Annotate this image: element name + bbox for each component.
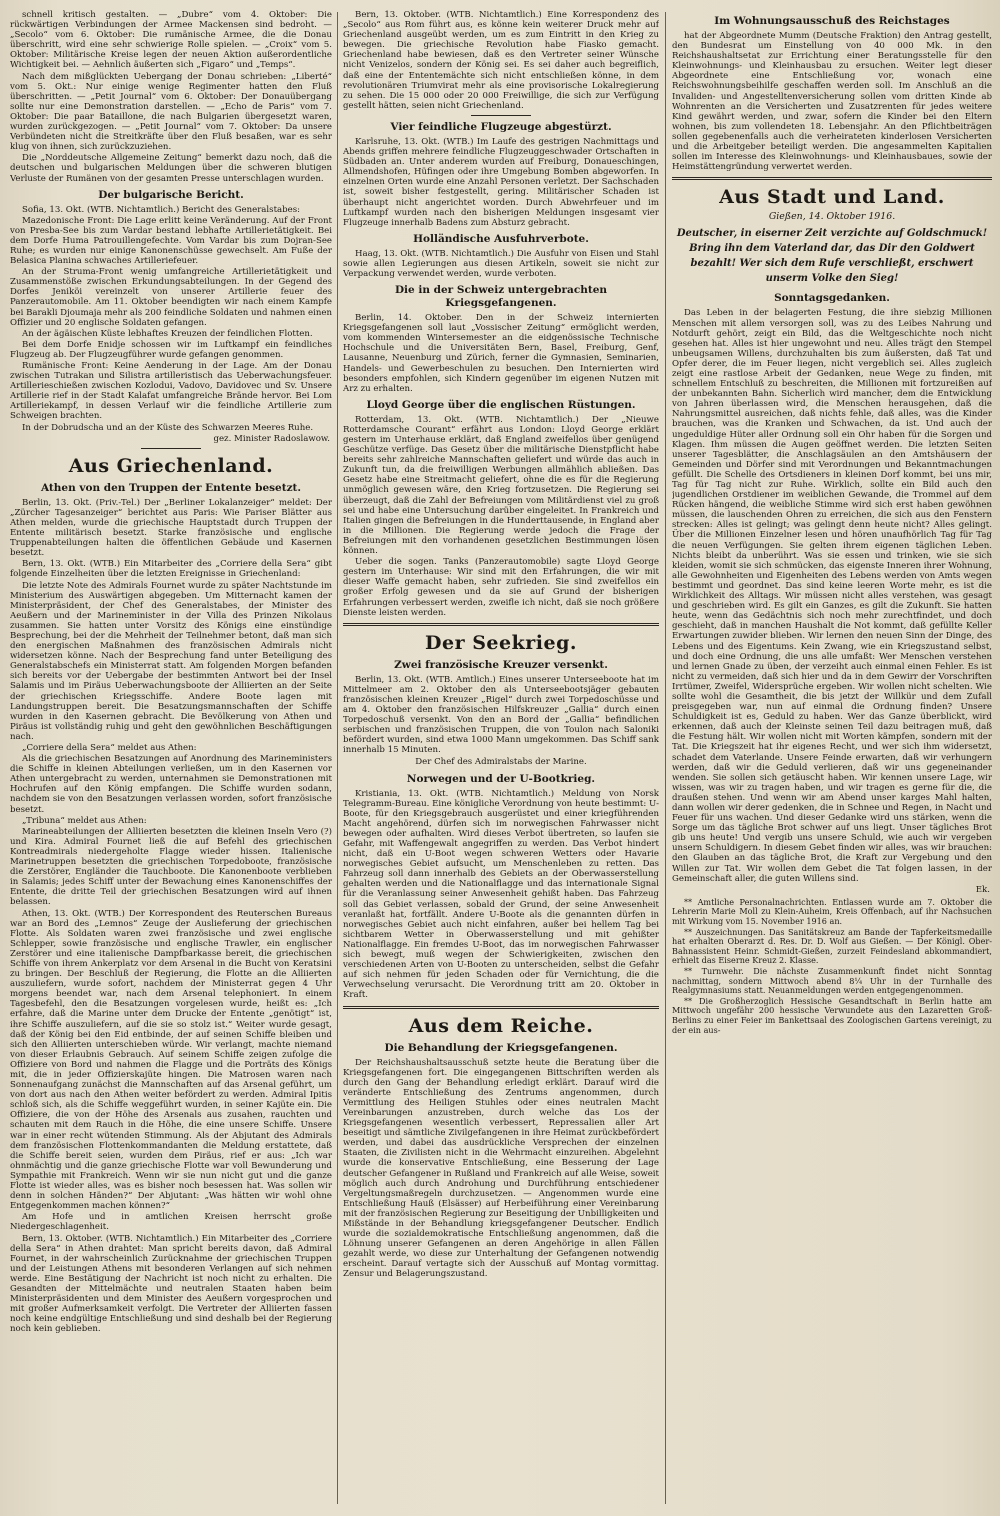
- paragraph: Als die griechischen Besatzungen auf Anordnung des Marineministers die Schiffe in kleinen Abteilungen verließen, um in den Kasernen vor Athen untergebracht zu werden, unternahmen sie Demonstrationen mit Hochrufen auf den König empfangen. Die Schiffe wurden sodann, nachdem sie von den Besatzungen verlassen worden, sofort französische besetzt.: [10, 754, 332, 815]
- paragraph: Marineabteilungen der Alliierten besetzten die kleinen Inseln Vero (?) und Kira. Admiral Fournet ließ die auf Befehl des griechischen Kontreadmirals niedergeholte Flagge wieder hissen. Italienische Marinetruppen besetzten die griechischen Torpedoboote, französische die Zerstörer, Engländer die Tauchboote. Die Kanonenboote verblieben in Salamis; jedes Schiff unter der Bewachung eines Kanonenschiffes der Entente, die dritte Teil der griechischen Besatzungen wird auf ihnen belassen.: [10, 826, 332, 908]
- paragraph: hat der Abgeordnete Mumm (Deutsche Fraktion) den Antrag gestellt, den Bundesrat um Einstellung von 40 000 Mk. in den Reichshaushaltsetat zur Errichtung einer Beratungsstelle für den Kleinwohnungs- und Kleinhausbau zu ersuchen. Weiter legt dieser Abgeordnete eine Entschließung vor, wonach eine Reichswohnungsbeihilfe geschaffen werden soll. Im Anschluß an die Invaliden- und Angestelltenversicherung sollen vom dritten Kinde ab Wohnrenten an die Versicherten und Zusatzrenten für jedes weitere Kind gewährt werden, und zwar, sofern die Kinder bei den Eltern wohnen, bis zum vollendeten 18. Lebensjahr. An den Pflichtbeiträgen sollen gegebenenfalls auch die verheirateten kinderlosen Versicherten und die Arbeitgeber beteiligt werden. Die angesammelten Kapitalien sollen im Interesse des Kleinwohnungs- und Kleinhausbaues, sowie der Heimstättengründung verwertet werden.: [672, 31, 992, 173]
- column-rule-right: [665, 12, 666, 1504]
- paragraph: Ueber die sogen. Tanks (Panzerautomobile) sagte Lloyd George gestern im Unterhause: Wir sind mit den Erfahrungen, die wir mit dieser Waffe gemacht haben, sehr zufrieden. Sie sind zweifellos ein großer Erfolg gewesen und da sie auf Grund der bisherigen Erfahrungen verbessert werden, zweifle ich nicht, daß sie noch größere Dienste leisten werden.: [343, 557, 659, 618]
- column-1: [10, 10, 332, 1510]
- paragraph: An der Struma-Front wenig umfangreiche Artillerietätigkeit und Zusammenstöße zwischen Erkundungsabteilungen. In der Gegend des Dorfes Jeniköi vereinzelt von unserer Artillerie feuer des Panzerautomobile. Am 11. Oktober beendigten wir nach einem Kampfe bei Barakli Djoumaja mehr als 200 feindliche Soldaten und nahmen einen Offizier und 20 englische Soldaten gefangen.: [10, 267, 332, 328]
- paragraph: Berlin, 14. Oktober. Den in der Schweiz internierten Kriegsgefangenen soll laut „Vossischer Zeitung“ ermöglicht werden, vom kommenden Wintersemester an die eidgenössische Technische Hochschule und die Universitäten Bern, Basel, Freiburg, Genf, Lausanne, Neuenburg und Zürich, ferner die Gymnasien, Seminarien, Handels- und Gewerbeschulen zu besuchen. Den Internierten wird besonders empfohlen, sich Kindern gegenüber im eigenen Nutzen mit Arz zu erhalten.: [343, 313, 659, 394]
- paragraph: In der Dobrudscha und an der Küste des Schwarzen Meeres Ruhe.: [22, 422, 314, 433]
- paragraph: Rotterdam, 13. Okt. (WTB. Nichtamtlich.) Der „Nieuwe Rotterdamsche Courant“ erfährt aus London: Lloyd George erklärt gestern im Unterhause erklärt, daß England zweifellos über genügend Geschütze verfüge. Das Gesetz über die militärische Dienstpflicht habe bereits sehr zahlreiche Mannschaften geliefert und würde das auch in Zukunft tun, da die freiwilligen Werbungen allmählich abließen. Das Gesetz habe eine Streitmacht geliefert, ohne die es für die Regierung unmöglich gewesen wäre, den Krieg fortzusetzen. Die Regierung sei überzeugt, daß die Zahl der Befreiungen vom Militärdienst viel zu groß sei und habe eine Untersuchung darüber eingeleitet. In Frankreich und Italien gingen die Befreiungen in die Hunderttausende, in England aber in die Millionen. Die Regierung werde jedoch die Frage der Befreiungen mit den vorhandenen gesetzlichen Bestimmungen lösen können.: [343, 414, 659, 557]
- paragraph: An der ägäischen Küste lebhaftes Kreuzen der feindlichen Flotten.: [22, 328, 313, 339]
- gold-appeal: Deutscher, in eiserner Zeit verzichte auf Goldschmuck! Bring ihn dem Vaterland dar, das Dir den Goldwert bezahlt! Wer sich dem Rufe verschließt, erschwert unserm Volke den Sieg!: [676, 228, 988, 285]
- signature: Der Chef des Admiralstabs der Marine.: [415, 757, 587, 768]
- paragraph: Das Leben in der belagerten Festung, die ihre siebzig Millionen Menschen mit allem versorgen soll, was zu des Leibes Nahrung und Notdurft gehört, zeigt ein Bild, das die Weltgeschichte noch nicht gesehen hat. Alles ist hier ungewohnt und neu. Alles trägt den Stempel unbeugsamen Willens, durchzuhalten bis zum äußersten, daß Tat und Opfer derer, die im Feuer liegen, nicht vergeblich sei. Alles zugleich zeigt eine rastlose Arbeit der Gedanken, neue Wege zu finden, mit schnellem Entschluß zu beschreiten, die Millionen mit fortzureißen auf der unbekannten Bahn. Sicherlich wird mancher, dem die Entwicklung von Jahren überlassen wird, die Menschen herausgehen, daß die Nahrungsmittel ausreichen, daß nichts fehle, daß alles, was die Kinder brauchen, was die Kranken und Schwachen, da ist. Und auch der ungeduldige Hüter aller Ordnung soll ein Ohr haben für die Sorgen und Klagen. Ihm müssen die Augen geöffnet werden. Die letzten Seiten unserer Tagesblätter, die Anschlagsäulen an den Amtshäusern der Gemeinden und Dörfer sind mit Verordnungen und Bekanntmachungen gefüllt. Die Schelle des Ortsdieners in kleinen Dorf kommt, bei uns mir, Tag für Tag nicht zur Ruhe. Wirklich, sollte ein Bild auch den jugendlichen Orstdiener im weiblichen Gewande, die Trommel auf dem Rücken hängend, die weibliche Stimme wird sich erst haben gewöhnen müssen, die lauschenden Ohren zu erreichen, die sich aus den Fenstern strecken: Alles ist gelingt; was gelingt denn heute nicht? Alles gelingt. Über die Millionen Einzelner lesen und hören unaufhörlich Tag für Tag die neuen Verfügungen. Sie gelten ihrem eigenen täglichen Leben. Nichts bleibt da unberührt. Was sie essen und trinken, wie sie sich kleiden, womit sie sich schmücken, das eigenste Inneren ihrer Wohnung, alle Gewohnheiten und Eigenheiten des Lebens werden von Amts wegen bestimmt und geordnet. Das sind keine leeren Worte mehr, es ist die Wirklichkeit des Alltags. Wir müssen nicht alles verstehen, was gesagt und geschrieben wird. Es gilt ein Ganzes, es gilt die Zukunft. Sie hatten heute, wenn das Gedächtnis sich noch mehr zurechtfindet, und doch geschieht, daß in manchen Haushalt die Not kommt, daß gefüllte Keller Erwartungen zuwider blieben. Wir lernen den neuen Sinn der Dinge, des Lebens und des Eigentums. Kein Zwang, wie ein Kriegszustand selbst, und doch eine Ordnung, die uns alle umfaßt: Wer Menschen verstehen und lernen Gnade zu üben, der verzeiht auch einmal einen Fehler. Es ist nicht zu vermeiden, daß sich hier und da in dem Gewirr der Vorschriften Irrtümer, Zweifel, Widersprüche ergeben. Wir wollen nicht schelten. Wie sollte wohl die Gesamtheit, die bis jetzt der Willkür und dem Zufall preisgegeben war, nun auf einmal die Ordnung finden? Unsere Schuldigkeit ist es, Geduld zu haben. Wer das Ganze überblickt, wird erkennen, daß auch der Kleinste seinen Teil dazu beitragen muß, daß die Festung hält. Wir wollen nicht mit Worten kämpfen, sondern mit der Tat. Die Kriegszeit hat ihr eigenes Recht, und wer sich ihm widersetzt, schadet dem Vaterlande. Unsere Feinde erwarten, daß wir verhungern werden, daß wir die Geduld verlieren, daß wir uns gegeneinander wenden. Sie sollen sich getäuscht haben. Wir kennen unsere Lage, wir wissen, was wir zu tragen haben, und wir tragen es gerne für die, die draußen stehen. Und wenn wir am Abend unser karges Mahl halten, dann wollen wir derer gedenken, die in Schnee und Regen, in Nacht und Feuer für uns wachen. Und dieser Gedanke wird uns stärken, wenn die Sorge um das tägliche Brot schwer auf uns liegt. Unser tägliches Brot gib uns heute! Und vergib uns unsere Schuld, wie auch wir vergeben unsern Schuldigern. In diesem Gebet finden wir alles, was wir brauchen: den Glauben an das tägliche Brot, die Kraft zur Vergebung und den Willen zur Tat. Wir wollen dem Gebet die Tat folgen lassen, in der Gemeinschaft aller, die guten Willens sind.: [672, 308, 992, 884]
- local-note: ** Turnwehr. Die nächste Zusammenkunft findet nicht Sonntag nachmittag, sondern Mittwoch abend 8¼ Uhr in der Turnhalle des Realgymnasiums statt. Neuanmeldungen werden entgegengenommen.: [672, 966, 992, 996]
- separator: [141, 448, 201, 449]
- paragraph: Haag, 13. Okt. (WTB. Nichtamtlich.) Die Ausfuhr von Eisen und Stahl sowie allen Legierungen aus diesen Artikeln, soweit sie nicht zur Verpackung verwendet werden, wurde verboten.: [343, 248, 659, 279]
- paragraph: Athen, 13. Okt. (WTB.) Der Korrespondent des Reuterschen Bureaus war an Bord des „Lemnos“ Zeuge der Auslieferung der griechischen Flotte. Als Soldaten waren zwei französische und zwei englische Schlepper, sowie französische und englische Trawler, ein englischer Zerstörer und eine italienische Dampfbarkasse bereit, die griechischen Schiffe von ihrem Ankerplatz vor dem Arsenal in die Bucht von Keratsini zu bringen. Der Beschluß der Regierung, die Flotte an die Alliierten auszuliefern, wurde sofort, nachdem der Ministerrat gegen 4 Uhr morgens beendet war, nach dem Arsenal telephoniert. In einem Tagesbefehl, den die Besatzungen vorgelesen wurde, heißt es: „Ich erfahre, daß die Marine unter dem Drucke der Entente „genötigt“ ist, ihre Schiffe auszuliefern, auf die sie so stolz ist.“ Weiter wurde gesagt, daß der König bei den Eid entbinde, der auf seinen Schiffe bleiben und sich den Alliierten unterschieben würde. Wir verlangt, machte niemand von dieser Erlaubnis Gebrauch. Auf seinem Schiffe zeigen zufolge die Offiziere von Bord und nahmen die Flagge und die Porträts des Königs mit, die in jeder Offizierskajüte hingen. Die Matrosen waren nach Sonnenaufgang zunächst die Mannschaften auf das Arsenal geführt, um von dort aus nach den Athen weiter befördert zu werden. Admiral Ipitis schloß sich, als die Schiffe weggeführt wurden, in seiner Kajüte ein. Die Offiziere, die von der Höhe des Arsenals aus zusahen, rauchten und schauten mit dem Rauch in die Höhe, die eine unsere Schiffe. Unsere war in einer recht wütenden Stimmung. Als der Abjutant des Admirals dem französischen Flottenkommandanten die Meldung erstattete, daß die Schiffe bereit seien, wurden dem Piräus, rief er aus: „Ich war ohnmächtig und die ganze griechische Flotte war voll Bewunderung und Sympathie mit Frankreich. Wenn wir sie nun nicht gut und die ganze Flotte ist wieder alles, was es bisher noch besessen hat. Was sollen wir denn in solchen Händen?“ Der Abjutant: „Was hätten wir wohl ohne Entgegenkommen machen können?“: [10, 908, 332, 1212]
- headline-dutch-export: Holländische Ausfuhrverbote.: [413, 232, 589, 245]
- paragraph: Bern, 13. Oktober. (WTB. Nichtamtlich.) Ein Mitarbeiter des „Corriere della Sera“ in Athen drahtet: Man spricht bereits davon, daß Admiral Fournet, in der wahrscheinlich Zurücknahme der griechischen Truppen und der Leistungen Athens mit besonderen Verlangen auf sich nehmen werde. Eine Bestätigung der Nachricht ist noch nicht zu erhalten. Die Gesandten der Mittelmächte und neutralen Staaten haben beim Ministerpräsidenten und dem Minister des Aeußern vorgesprochen und mit großer Aufmerksamkeit verfolgt. Die Vertreter der Alliierten fassen noch keine endgültige Entschließung und sind deshalb bei der Regierung noch kein geblieben.: [10, 1233, 332, 1335]
- paragraph: Berlin, 13. Okt. (WTB. Amtlich.) Eines unserer Unterseeboote hat im Mittelmeer am 2. Oktober den als Unterseebootsjäger gebauten französischen kleinen Kreuzer „Rigel“ durch zwei Torpedoschüsse und am 4. Oktober den französischen Hilfskreuzer „Gallia“ durch einen Torpedoschuß versenkt. Von den an Bord der „Gallia“ befindlichen serbischen und französischen Truppen, die von Toulon nach Saloniki befördert wurden, sind etwa 1000 Mann umgekommen. Das Schiff sank innerhalb 15 Minuten.: [343, 674, 659, 756]
- paragraph: Rumänische Front: Keine Aenderung in der Lage. Am der Donau zwischen Tutrakan und Silistra artilleristisch das Ueberwachungsfeuer. Artillerieschießen zwischen Kozlodui, Vadovo, Davidovec und Sv. Unsere Artillerie rief in der Stadt Kalafat umfangreiche Brände hervor. Bei Lom Artilleriekampf, in dessen Verlauf wir die feindliche Artillerie zum Schweigen brachten.: [10, 361, 332, 422]
- signature: gez. Minister Radoslawow.: [213, 433, 330, 444]
- double-rule: [672, 177, 992, 180]
- section-title-city-and-country: Aus Stadt und Land.: [719, 186, 945, 209]
- double-rule: [343, 1006, 659, 1009]
- paragraph: Nach dem mißglückten Uebergang der Donau schrieben: „Liberté“ vom 5. Okt.: Nur einige wenige Regimenter hatten den Fluß überschritten. — „Petit Journal“ vom 6. Oktober: Der Donauübergang sollte nur eine Demonstration darstellen. — „Echo de Paris“ vom 7. Oktober: Die paar Bataillone, die nach Bulgarien übergesetzt waren, wurden zurückgezogen. — „Petit Journal“ vom 7. Oktober: Da unsere Verbündeten nicht die Streitkräfte über den Fluß besaßen, war es sehr klug von ihnen, sich zurückzuziehen.: [10, 71, 332, 153]
- headline-four-planes: Vier feindliche Flugzeuge abgestürzt.: [390, 120, 612, 133]
- paragraph: Berlin, 13. Okt. (Priv.-Tel.) Der „Berliner Lokalanzeiger“ meldet: Der „Zürcher Tagesanzeiger“ berichtet aus Paris: Wie Pariser Blätter aus Athen melden, wurde die griechische Hauptstadt durch Truppen der Entente militärisch besetzt. Starke französische und englische Truppenabteilungen halten die öffentlichen Gebäude und Kasernen besetzt.: [10, 497, 332, 559]
- paragraph: Kristiania, 13. Okt. (WTB. Nichtamtlich.) Meldung von Norsk Telegramm-Bureau. Eine königliche Verordnung von heute bestimmt: U-Boote, für den Kriegsgebrauch ausgerüstet und einer kriegführenden Macht angehörend, dürfen sich im norwegischen Fahrwasser nicht bewegen oder aufhalten. Wird dieses Verbot übertreten, so laufen sie Gefahr, mit Waffengewalt angegriffen zu werden. Das Verbot hindert nicht, daß ein U-Boot wegen schweren Wetters oder Havarie norwegisches Gebiet aufsucht, um Menschenleben zu retten. Das Fahrzeug soll dann innerhalb des Gebiets an der Oberwasserstellung gehalten werden und die Nationalflagge und das internationale Signal für die Veranlassung seiner Anwesenheit gehißt haben. Das Fahrzeug soll das Gebiet verlassen, sobald der Grund, der seine Anwesenheit veranlaßt hat, fortfällt. Andere U-Boote als die genannten dürfen in norwegisches Gebiet auch nicht einfahren, außer bei hellem Tag bei sichtbarem Wetter in Oberwasserstellung und mit gehißter Nationalflagge. Ein fremdes U-Boot, das im norwegischen Fahrwasser sich bewegt, muß wegen der Schwierigkeiten, zwischen den verschiedenen Arten von U-Booten zu unterscheiden, selbst die Gefahr auf sich nehmen für jeden Schaden oder für Vernichtung, die die Verwechselung verursacht. Die Verordnung tritt am 20. Oktober in Kraft.: [343, 788, 659, 1001]
- column-3: [672, 10, 992, 1510]
- headline-lloyd-george: Lloyd George über die englischen Rüstungen.: [366, 398, 636, 411]
- headline-athens-occupied: Athen von den Truppen der Entente besetzt.: [40, 481, 302, 494]
- paragraph: Die „Norddeutsche Allgemeine Zeitung“ bemerkt dazu noch, daß die deutschen und bulgarischen Meldungen über die schweren blutigen Verluste der Rumänen von der gesamten Presse unterschlagen wurden.: [10, 153, 332, 184]
- column-2: [343, 10, 659, 1510]
- section-title-reich: Aus dem Reiche.: [408, 1014, 594, 1037]
- headline-sunday-thoughts: Sonntagsgedanken.: [774, 292, 890, 305]
- headline-norway-uboat: Norwegen und der U-Bootkrieg.: [406, 772, 596, 785]
- double-rule: [343, 623, 659, 626]
- paragraph: „Tribuna“ meldet aus Athen:: [22, 815, 147, 826]
- column-rule-left: [337, 12, 338, 1504]
- paragraph: Am Hofe und in amtlichen Kreisen herrscht große Niedergeschlagenheit.: [10, 1212, 332, 1233]
- headline-prisoner-treatment: Die Behandlung der Kriegsgefangenen.: [384, 1041, 618, 1054]
- paragraph: schnell kritisch gestalten. — „Dubre“ vom 4. Oktober: Die rückwärtigen Verbindungen der Armee Mackensen sind bedroht. — „Secolo“ vom 6. Oktober: Die rumänische Armee, die die Donau überschritt, wird eine sehr schwierige Rolle spielen. — „Croix“ vom 5. Oktober: Militärische Kreise legen der neuen Aktion außerordentliche Wichtigkeit bei. — Aehnlich äußerten sich „Figaro“ und „Temps“.: [10, 10, 332, 71]
- paragraph: Bern, 13. Oktober. (WTB. Nichtamtlich.) Eine Korrespondenz des „Secolo“ aus Rom führt aus, es könne kein weiterer Druck mehr auf Griechenland ausgeübt werden, um es zum Eintritt in den Krieg zu bewegen. Die griechische Revolution habe Fiasko gemacht. Griechenland habe bewiesen, daß es den Vertreter seiner Wünsche nicht Venizelos, sondern der König sei. Es sei daher auch begreiflich, daß eine der Ententemächte sich nicht entschließen könne, in dem revolutionären Triumvirat mehr als eine provisorische Lokalregierung zu sehen. Die 15 000 oder 20 000 Freiwillige, die sich zur Verfügung gestellt hätten, seien nicht Griechenland.: [343, 10, 659, 111]
- headline-bulgarian-report: Der bulgarische Bericht.: [98, 188, 244, 201]
- signature: Ek.: [975, 884, 990, 895]
- section-title-greece: Aus Griechenland.: [68, 454, 274, 477]
- dateline: Gießen, 14. Oktober 1916.: [768, 211, 896, 223]
- local-note: ** Die Großherzoglich Hessische Gesandtschaft in Berlin hatte am Mittwoch ungefähr 200 hessische Verwundete aus den Lazaretten Groß-Berlins zu einer Feier im Bankettsaal des Zoologischen Gartens vereinigt, zu der ein aus-: [672, 995, 992, 1035]
- local-note: ** Amtliche Personalnachrichten. Entlassen wurde am 7. Oktober die Lehrerin Marie Moll zu Klein-Auheim, Kreis Offenbach, auf ihr Nachsuchen mit Wirkung vom 15. November 1916 an.: [672, 896, 992, 927]
- paragraph: Bern, 13. Okt. (WTB.) Ein Mitarbeiter des „Corriere della Sera“ gibt folgende Einzelheiten über die letzten Ereignisse in Griechenland:: [10, 559, 332, 580]
- paragraph: „Corriere della Sera“ meldet aus Athen:: [22, 743, 197, 753]
- headline-switzerland-prisoners: Die in der Schweiz untergebrachten Kriegsgefangenen.: [394, 284, 608, 310]
- local-note: ** Auszeichnungen. Das Sanitätskreuz am Bande der Tapferkeitsmedaille hat erhalten Oberarzt d. Res. Dr. D. Wolf aus Gießen. — Der Königl. Ober-Bahnassistent Heinr. Schmidt-Gießen, zurzeit Feindesland abkommandiert, erhielt das Eiserne Kreuz 2. Klasse.: [672, 926, 992, 966]
- paragraph: Sofia, 13. Okt. (WTB. Nichtamtlich.) Bericht des Generalstabes:: [22, 204, 301, 215]
- paragraph: Bei dem Dorfe Enidje schossen wir im Luftkampf ein feindliches Flugzeug ab. Der Flugzeugführer wurde gefangen genommen.: [10, 339, 332, 360]
- paragraph: Der Reichshaushaltsausschuß setzte heute die Beratung über die Kriegsgefangenen fort. Die eingegangenen Bittschriften werden als durch den Gang der Behandlung erledigt erklärt. Darauf wird die veränderte Entschließung des Zentrums angenommen, durch Vermittlung des Heiligen Stuhles oder eines neutralen Macht Vereinbarungen anzustreben, durch welche das Los der Kriegsgefangenen wesentlich verbessert, Repressalien aller Art beseitigt und sämtliche Zivilgefangenen in ihre Heimat zurückbefördert werden, und dabei das ausdrückliche Versprechen der einzelnen Staaten, die Zivilisten nicht in die Wehrmacht einzureihen. Abgelehnt wurde die konservative Entschließung, eine Besserung der Lage deutscher Gefangener in Rußland und Frankreich auf alle Weise, soweit möglich auch durch Androhung und Durchführung entschiedener Vergeltungsmaßregeln durchzusetzen. — Angenommen wurde eine Entschließung Hauß (Elsässer) auf Herbeiführung einer Vereinbarung mit der französischen Regierung zur Beseitigung der Unbilligkeiten und Mißstände in der Behandlung kriegsgefangener Deutscher. Endlich wurde die sozialdemokratische Entschließung angenommen, daß die Löhnung unserer Gefangenen an deren Angehörige in allen Fällen gezahlt werde, wo diese zur Unterhaltung der Gefangenen notwendig erscheint. Darauf vertagte sich der Ausschuß auf Montag vormittag. Zensur und Belagerungszustand.: [343, 1057, 659, 1280]
- paragraph: Die letzte Note des Admirals Fournet wurde zu später Nachtstunde im Ministerium des Auswärtigen abgegeben. Um Mitternacht kamen der Ministerpräsident, der Chef des Generalstabes, der Minister des Aeußern und der Marineminister in der Villa des Prinzen Nikolaus zusammen. Sie hatten unter Vorsitz des Königs eine einstündige Besprechung, bei der die Mehrheit der Teilnehmer betont, daß man sich den energischen Maßnahmen des französischen Admirals nicht widersetzen könne. Nach der Besprechung fand unter Beteiligung des Generalstabschefs ein Ministerrat statt. Am folgenden Morgen befanden sich bereits vor der Uebergabe der bestimmten Antwort bei der Insel Salamis und im Piräus Ueberwachungsboote der Alliierten an der Seite der griechischen Kriegsschiffe. Andere Boote lagen mit Landungstruppen bereit. Die Besatzungsmannschaften der Schiffe wurden in den Kasernen gebracht. Die Bevölkerung von Athen und Piräus ist vollständig ruhig und geht den gewöhnlichen Beschäftigungen nach.: [10, 580, 332, 742]
- headline-housing-committee: Im Wohnungsausschuß des Reichstages: [714, 15, 950, 27]
- separator: [471, 115, 531, 116]
- section-title-naval-war: Der Seekrieg.: [425, 631, 577, 654]
- headline-cruisers-sunk: Zwei französische Kreuzer versenkt.: [394, 658, 608, 671]
- paragraph: Karlsruhe, 13. Okt. (WTB.) Im Laufe des gestrigen Nachmittags und Abends griffen mehrere feindliche Flugzeuggeschwader Ortschaften in Südbaden an. Unter anderem wurden auf Freiburg, Donaueschingen, Allmendshofen, Hüfingen oder ihre Umgebung Bomben abgeworfen. In einzelnen Orten wurde eine Anzahl Personen verletzt. Der Sachschaden ist, soweit bisher festgestellt, gering. Militärischer Schaden ist überhaupt nicht angerichtet worden. Durch Abwehrfeuer und im Luftkampf wurden nach den bisherigen Meldungen insgesamt vier Flugzeuge innerhalb Badens zum Absturz gebracht.: [343, 136, 659, 228]
- paragraph: Mazedonische Front: Die Lage erlitt keine Veränderung. Auf der Front von Presba-See bis zum Vardar bestand lebhafte Artillerietätigkeit. Bei dem Dorfe Huma Patrouillengefechte. Vom Vardar bis zum Dojran-See Ruhe; es wurden nur einige Kanonenschüsse gewechselt. Am Fuße der Belasica Planina schwaches Artilleriefeuer.: [10, 215, 332, 267]
